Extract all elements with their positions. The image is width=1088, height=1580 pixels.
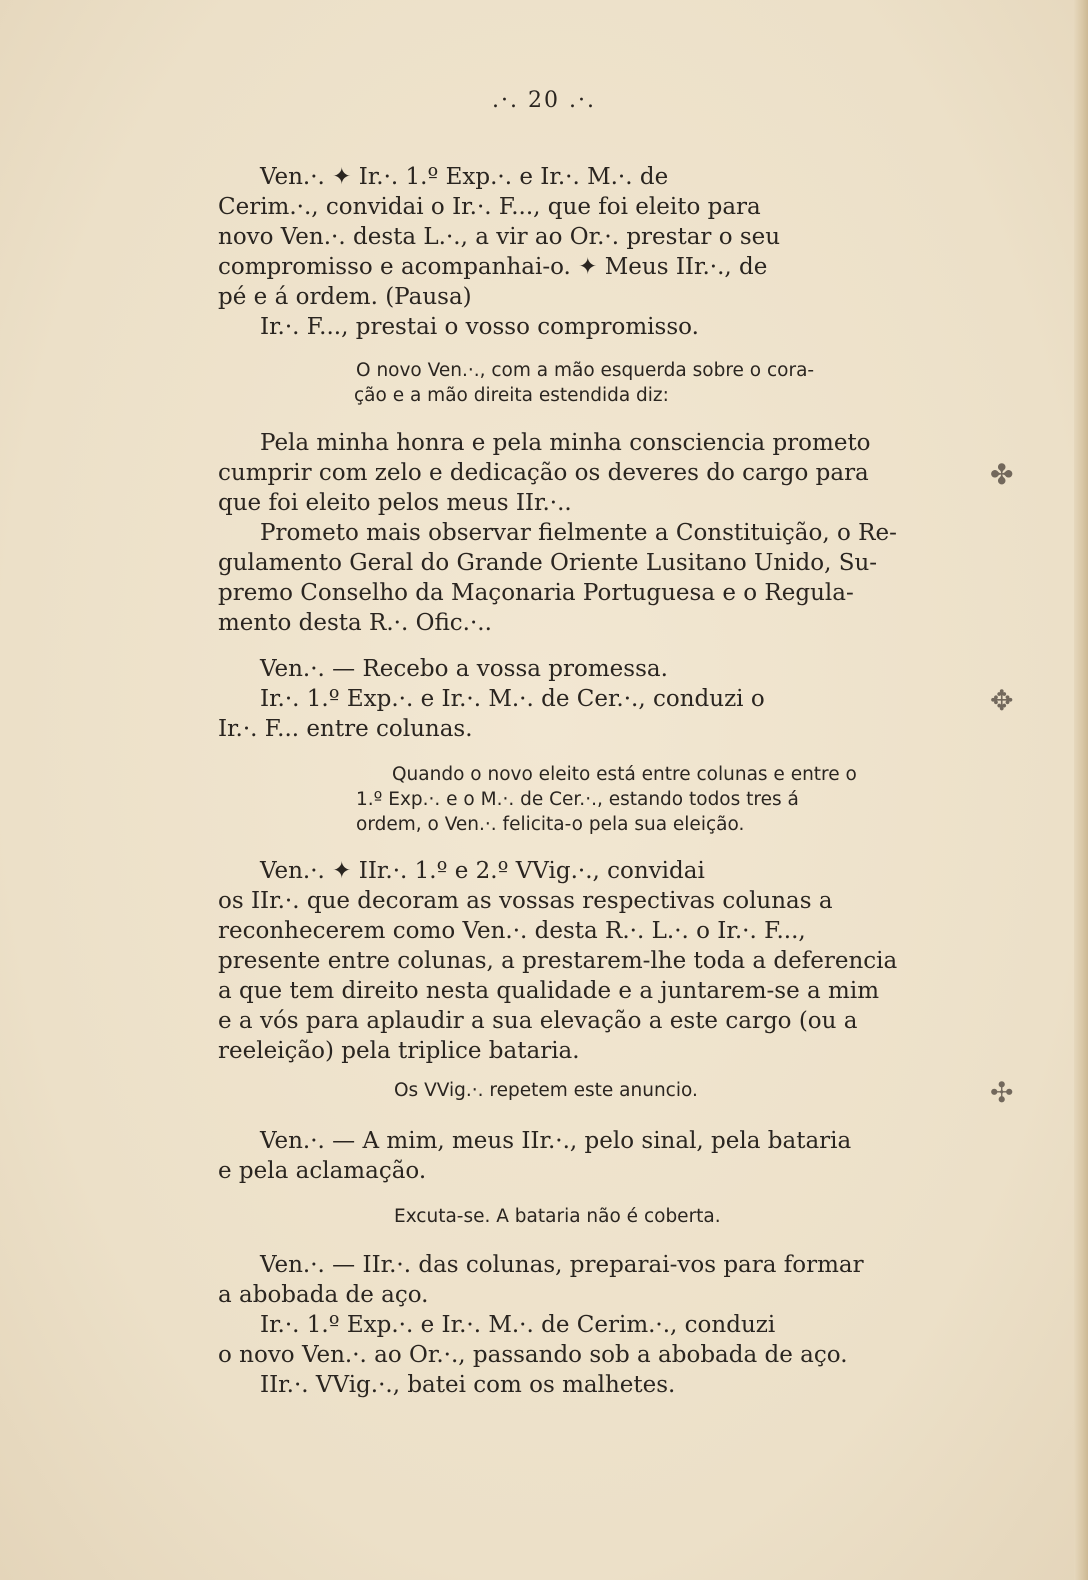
page-number: .·. 20 .·. [492,88,596,113]
stage-direction-3 [394,1078,964,1103]
note-line: Excuta-se. A bataria não é coberta. [394,1206,721,1227]
note-line: Os VVig.·. repetem este anuncio. [394,1080,698,1101]
text-line-content: Ven.·. ✦ Ir.·. 1.º Exp.·. e Ir.·. M.·. de [260,164,669,190]
text-line-content: IIr.·. VVig.·., batei com os malhetes. [260,1372,676,1398]
text-line [218,1250,970,1280]
text-line [218,282,970,312]
text-line [218,1340,970,1370]
text-line [218,1370,970,1400]
text-line-content: reconhecerem como Ven.·. desta R.·. L.·. o Ir.·. F..., [218,918,806,944]
text-line-content: reeleição) pela triplice bataria. [218,1038,580,1064]
paragraph-acclamation [218,1126,970,1186]
text-line [218,458,970,488]
text-line [218,714,970,744]
text-line-content: Ven.·. ✦ IIr.·. 1.º e 2.º VVig.·., convidai [260,858,705,884]
text-line [218,1036,970,1066]
paragraph-promise [218,654,970,744]
text-line-content: gulamento Geral do Grande Oriente Lusitano Unido, Su- [218,550,878,576]
paragraph-invitation [218,162,970,342]
text-line [218,654,970,684]
text-line-content: pé e á ordem. (Pausa) [218,284,472,310]
text-line [218,488,970,518]
paragraph-oath [218,428,970,638]
text-line-content: premo Conselho da Maçonaria Portuguesa e o Regula- [218,580,854,606]
note-line: ção e a mão direita estendida diz: [354,385,669,406]
page-edge [1074,0,1088,1580]
text-line-content: Ven.·. — Recebo a vossa promessa. [260,656,668,682]
text-line [218,1310,970,1340]
margin-mark-icon: ✣ [990,1076,1014,1109]
text-line-content: Cerim.·., convidai o Ir.·. F..., que foi eleito para [218,194,761,220]
text-line-content: Ven.·. — IIr.·. das colunas, preparai-vos para formar [260,1252,864,1278]
text-line [218,518,970,548]
paragraph-steel-vault [218,1250,970,1400]
text-line [218,976,970,1006]
text-line [218,428,970,458]
text-line [218,856,970,886]
note-line: 1.º Exp.·. e o M.·. de Cer.·., estando todos tres á [356,789,799,810]
text-line-content: os IIr.·. que decoram as vossas respectivas colunas a [218,888,833,914]
text-line-content: a que tem direito nesta qualidade e a juntarem-se a mim [218,978,880,1004]
text-line [218,312,970,342]
text-line-content: que foi eleito pelos meus IIr.·.. [218,490,572,516]
text-line-content: e a vós para aplaudir a sua elevação a este cargo (ou a [218,1008,858,1034]
note-line: O novo Ven.·., com a mão esquerda sobre o cora- [356,360,815,381]
text-line [218,608,970,638]
stage-direction-2 [356,762,964,837]
text-line-content: Ir.·. 1.º Exp.·. e Ir.·. M.·. de Cerim.·., conduzi [260,1312,776,1338]
text-line-content: Ir.·. F... entre colunas. [218,716,473,742]
text-line-content: e pela aclamação. [218,1158,427,1184]
note-line: ordem, o Ven.·. felicita-o pela sua eleição. [356,814,745,835]
margin-mark-icon: ✤ [990,458,1014,491]
text-line-content: compromisso e acompanhai-o. ✦ Meus IIr.·., de [218,254,768,280]
text-line [218,222,970,252]
text-line [218,684,970,714]
text-line [218,1156,970,1186]
text-line [218,252,970,282]
text-line-content: Ir.·. 1.º Exp.·. e Ir.·. M.·. de Cer.·., conduzi o [260,686,765,712]
text-line [218,886,970,916]
text-line [218,578,970,608]
text-line [218,162,970,192]
text-line-content: presente entre colunas, a prestarem-lhe toda a deferencia [218,948,898,974]
text-line-content: Ven.·. — A mim, meus IIr.·., pelo sinal, pela bataria [260,1128,852,1154]
text-line-content: Pela minha honra e pela minha consciencia prometo [260,430,871,456]
text-line-content: Ir.·. F..., prestai o vosso compromisso. [260,314,699,340]
text-line [218,1006,970,1036]
paragraph-recognition [218,856,970,1066]
text-line [218,946,970,976]
text-line-content: o novo Ven.·. ao Or.·., passando sob a abobada de aço. [218,1342,848,1368]
text-line-content: mento desta R.·. Ofic.·.. [218,610,492,636]
text-line [218,1280,970,1310]
text-line-content: a abobada de aço. [218,1282,429,1308]
stage-direction-4 [394,1204,964,1229]
text-line [218,916,970,946]
text-line-content: cumprir com zelo e dedicação os deveres do cargo para [218,460,869,486]
text-line [218,1126,970,1156]
text-line-content: novo Ven.·. desta L.·., a vir ao Or.·. prestar o seu [218,224,781,250]
margin-mark-icon: ✥ [990,684,1014,717]
text-line-content: Prometo mais observar fielmente a Constituição, o Re- [260,520,897,546]
text-line [218,548,970,578]
text-line [218,192,970,222]
note-line: Quando o novo eleito está entre colunas e entre o [392,764,857,785]
stage-direction-1 [356,358,964,408]
